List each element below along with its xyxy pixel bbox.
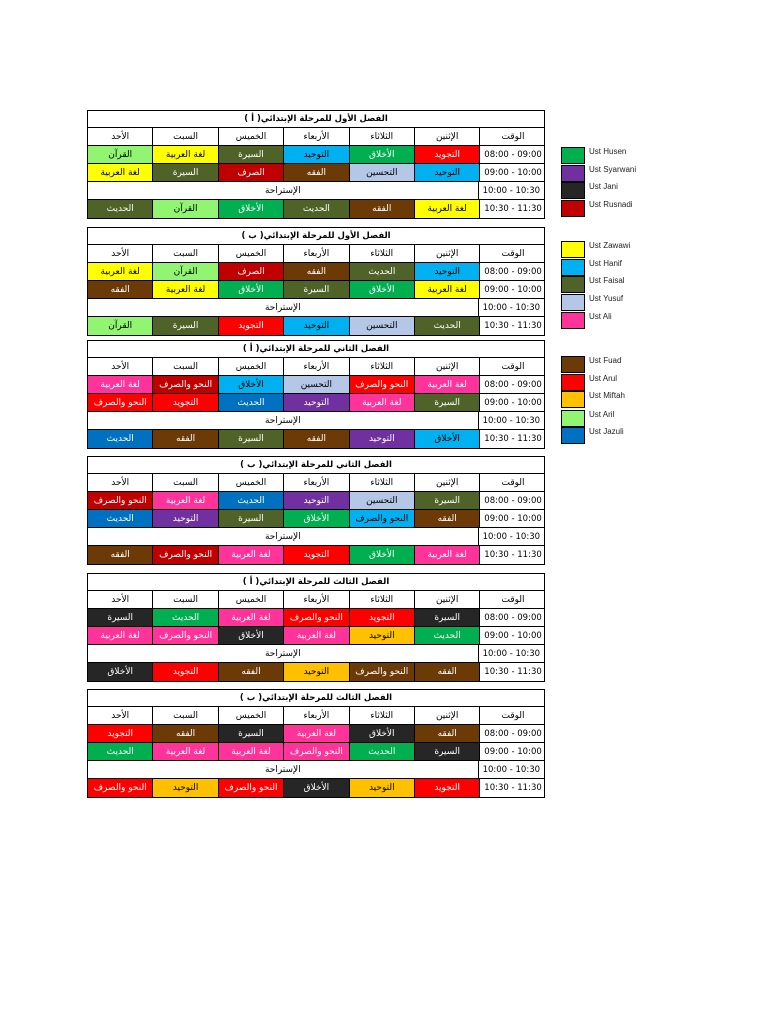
time-cell: 09:00 - 10:00 <box>484 746 542 757</box>
header-cell: الخميس <box>219 358 284 375</box>
lesson-cell: التوحيد <box>350 779 415 797</box>
lesson-cell: النحو والصرف <box>350 510 415 527</box>
lesson-cell: التحسين <box>284 376 349 393</box>
lesson-cell: السيرة <box>219 430 284 448</box>
lesson-cell: التحسين <box>350 164 415 181</box>
teacher-name: Ust Hanif <box>589 259 622 268</box>
break-row <box>88 528 544 546</box>
lesson-cell: الفقه <box>153 430 218 448</box>
lesson-cell: لغة العربية <box>88 627 153 644</box>
break-label: الإستراحة <box>88 182 479 199</box>
color-swatch <box>561 294 585 311</box>
header-cell: الثلاثاء <box>350 474 415 491</box>
time-cell: 10:00 - 10:30 <box>482 648 541 659</box>
table-row <box>88 200 544 218</box>
lesson-cell: التوحيد <box>284 146 349 163</box>
header-cell: الوقت <box>501 248 525 259</box>
lesson-cell: النحو والصرف <box>153 546 218 564</box>
lesson-cell: لغة العربية <box>88 376 153 393</box>
lesson-cell: السيرة <box>415 609 480 626</box>
lesson-cell: لغة العربية <box>350 394 415 411</box>
header-row <box>88 591 544 609</box>
header-cell: الوقت <box>501 361 525 372</box>
time-cell: 09:00 - 10:00 <box>484 630 542 641</box>
lesson-cell: التجويد <box>350 609 415 626</box>
legend-item <box>561 241 721 259</box>
time-cell: 08:00 - 09:00 <box>484 149 542 160</box>
lesson-cell: النحو والصرف <box>88 492 153 509</box>
lesson-cell: الحديث <box>284 200 349 218</box>
color-swatch <box>561 276 585 293</box>
table-title: الفصل الثالث للمرحلة الإبتدائي( ب ) <box>88 690 544 707</box>
legend-item <box>561 259 721 277</box>
lesson-cell: الفقه <box>153 725 218 742</box>
table-title: الفصل الثاني للمرحلة الإبتدائي( أ ) <box>88 341 544 358</box>
lesson-cell: النحو والصرف <box>153 376 218 393</box>
header-cell: الأربعاء <box>284 474 349 491</box>
lesson-cell: الأخلاق <box>350 725 415 742</box>
lesson-cell: لغة العربية <box>415 281 480 298</box>
lesson-cell: الأخلاق <box>219 627 284 644</box>
lesson-cell: الأخلاق <box>219 281 284 298</box>
header-cell: الخميس <box>219 707 284 724</box>
table-title: الفصل الأول للمرحلة الإبتدائي( أ ) <box>88 111 544 128</box>
lesson-cell: التوحيد <box>415 164 480 181</box>
lesson-cell: الأخلاق <box>415 430 480 448</box>
header-cell: الثلاثاء <box>350 128 415 145</box>
header-cell: الخميس <box>219 591 284 608</box>
color-swatch <box>561 312 585 329</box>
teacher-name: Ust Rusnadi <box>589 200 633 209</box>
lesson-cell: التوحيد <box>153 510 218 527</box>
time-cell: 09:00 - 10:00 <box>484 167 542 178</box>
table-row <box>88 263 544 281</box>
color-swatch <box>561 182 585 199</box>
teacher-name: Ust Yusuf <box>589 294 624 303</box>
table-row <box>88 609 544 627</box>
lesson-cell: الأخلاق <box>350 281 415 298</box>
lesson-cell: النحو والصرف <box>284 743 349 760</box>
lesson-cell: لغة العربية <box>284 725 349 742</box>
lesson-cell: الأخلاق <box>88 663 153 681</box>
lesson-cell: التوحيد <box>350 627 415 644</box>
header-cell: الأحد <box>88 707 153 724</box>
time-cell: 08:00 - 09:00 <box>484 266 542 277</box>
header-cell: الأحد <box>88 474 153 491</box>
lesson-cell: السيرة <box>219 146 284 163</box>
header-cell: الإثنين <box>415 591 480 608</box>
header-cell: الأربعاء <box>284 245 349 262</box>
lesson-cell: الفقه <box>284 430 349 448</box>
lesson-cell: الحديث <box>219 492 284 509</box>
lesson-cell: السيرة <box>415 492 480 509</box>
lesson-cell: الحديث <box>350 743 415 760</box>
teacher-name: Ust Faisal <box>589 276 625 285</box>
lesson-cell: التحسين <box>350 317 415 335</box>
time-cell: 10:30 - 11:30 <box>484 204 542 214</box>
lesson-cell: القرآن <box>153 200 218 218</box>
lesson-cell: التجويد <box>415 146 480 163</box>
break-label: الإستراحة <box>88 299 479 316</box>
lesson-cell: لغة العربية <box>415 376 480 393</box>
header-row <box>88 358 544 376</box>
lesson-cell: التجويد <box>284 546 349 564</box>
teacher-name: Ust Jazuli <box>589 427 624 436</box>
teacher-name: Ust Syarwani <box>589 165 637 174</box>
table-row <box>88 492 544 510</box>
header-cell: السبت <box>153 128 218 145</box>
color-swatch <box>561 410 585 427</box>
lesson-cell: التجويد <box>153 394 218 411</box>
header-cell: الخميس <box>219 474 284 491</box>
lesson-cell: لغة العربية <box>219 743 284 760</box>
header-cell: السبت <box>153 358 218 375</box>
lesson-cell: النحو والصرف <box>88 779 153 797</box>
time-cell: 10:30 - 11:30 <box>484 783 542 793</box>
lesson-cell: الأخلاق <box>284 510 349 527</box>
table-row <box>88 430 544 448</box>
time-cell: 10:00 - 10:30 <box>482 764 541 775</box>
header-cell: الأحد <box>88 591 153 608</box>
legend-item <box>561 147 721 165</box>
table-row <box>88 394 544 412</box>
legend-item <box>561 410 721 428</box>
break-row <box>88 299 544 317</box>
lesson-cell: الحديث <box>88 743 153 760</box>
header-cell: السبت <box>153 591 218 608</box>
header-cell: السبت <box>153 707 218 724</box>
lesson-cell: الحديث <box>153 609 218 626</box>
time-cell: 10:30 - 11:30 <box>484 321 542 331</box>
header-cell: الثلاثاء <box>350 245 415 262</box>
legend-item <box>561 312 721 330</box>
time-cell: 10:00 - 10:30 <box>482 185 541 196</box>
header-cell: الأحد <box>88 358 153 375</box>
header-cell: الأحد <box>88 245 153 262</box>
table-row <box>88 663 544 681</box>
teacher-name: Ust Husen <box>589 147 627 156</box>
time-cell: 10:00 - 10:30 <box>482 531 541 542</box>
lesson-cell: الفقه <box>284 263 349 280</box>
break-label: الإستراحة <box>88 761 479 778</box>
header-row <box>88 707 544 725</box>
header-cell: الثلاثاء <box>350 358 415 375</box>
table-row <box>88 317 544 335</box>
lesson-cell: لغة العربية <box>415 546 480 564</box>
lesson-cell: التوحيد <box>284 663 349 681</box>
time-cell: 08:00 - 09:00 <box>484 612 542 623</box>
table-title: الفصل الأول للمرحلة الإبتدائي( ب ) <box>88 228 544 245</box>
table-row <box>88 164 544 182</box>
legend-item <box>561 276 721 294</box>
time-cell: 08:00 - 09:00 <box>484 379 542 390</box>
time-cell: 08:00 - 09:00 <box>484 728 542 739</box>
teacher-name: Ust Zawawi <box>589 241 631 250</box>
time-cell: 09:00 - 10:00 <box>484 513 542 524</box>
lesson-cell: الأخلاق <box>350 546 415 564</box>
header-cell: الأربعاء <box>284 358 349 375</box>
header-cell: الأربعاء <box>284 128 349 145</box>
lesson-cell: السيرة <box>153 164 218 181</box>
time-cell: 10:30 - 11:30 <box>484 434 542 444</box>
lesson-cell: النحو والصرف <box>153 627 218 644</box>
legend-item <box>561 356 721 374</box>
table-title: الفصل الثاني للمرحلة الإبتدائي( ب ) <box>88 457 544 474</box>
legend-item <box>561 165 721 183</box>
lesson-cell: القرآن <box>153 263 218 280</box>
class-schedule-table <box>87 689 545 798</box>
lesson-cell: السيرة <box>415 394 480 411</box>
lesson-cell: السيرة <box>284 281 349 298</box>
lesson-cell: القرآن <box>88 317 153 335</box>
header-cell: الخميس <box>219 128 284 145</box>
legend-item <box>561 427 721 445</box>
lesson-cell: الصرف <box>219 263 284 280</box>
teacher-name: Ust Fuad <box>589 356 622 365</box>
table-row <box>88 627 544 645</box>
teacher-name: Ust Aril <box>589 410 615 419</box>
table-row <box>88 281 544 299</box>
table-row <box>88 376 544 394</box>
class-schedule-table <box>87 456 545 565</box>
lesson-cell: الأخلاق <box>350 146 415 163</box>
time-cell: 08:00 - 09:00 <box>484 495 542 506</box>
lesson-cell: الفقه <box>415 725 480 742</box>
legend-item <box>561 294 721 312</box>
time-cell: 09:00 - 10:00 <box>484 284 542 295</box>
lesson-cell: التوحيد <box>284 317 349 335</box>
teacher-name: Ust Arul <box>589 374 618 383</box>
lesson-cell: النحو والصرف <box>350 663 415 681</box>
header-cell: السبت <box>153 245 218 262</box>
lesson-cell: الأخلاق <box>219 200 284 218</box>
time-cell: 10:30 - 11:30 <box>484 667 542 677</box>
break-row <box>88 761 544 779</box>
break-label: الإستراحة <box>88 412 479 429</box>
lesson-cell: لغة العربية <box>153 146 218 163</box>
lesson-cell: النحو والصرف <box>350 376 415 393</box>
color-swatch <box>561 147 585 164</box>
color-swatch <box>561 356 585 373</box>
color-swatch <box>561 427 585 444</box>
table-row <box>88 510 544 528</box>
color-swatch <box>561 241 585 258</box>
lesson-cell: لغة العربية <box>153 281 218 298</box>
lesson-cell: الفقه <box>88 281 153 298</box>
lesson-cell: لغة العربية <box>88 263 153 280</box>
legend-item <box>561 200 721 218</box>
lesson-cell: الحديث <box>219 394 284 411</box>
header-row <box>88 474 544 492</box>
header-cell: الثلاثاء <box>350 707 415 724</box>
lesson-cell: القرآن <box>88 146 153 163</box>
lesson-cell: لغة العربية <box>284 627 349 644</box>
break-row <box>88 412 544 430</box>
header-cell: الأحد <box>88 128 153 145</box>
lesson-cell: الفقه <box>415 663 480 681</box>
teacher-name: Ust Ali <box>589 312 612 321</box>
class-schedule-table <box>87 227 545 336</box>
table-row <box>88 546 544 564</box>
lesson-cell: لغة العربية <box>415 200 480 218</box>
class-schedule-table <box>87 573 545 682</box>
legend-item <box>561 182 721 200</box>
header-cell: الوقت <box>501 710 525 721</box>
break-label: الإستراحة <box>88 645 479 662</box>
lesson-cell: الحديث <box>415 317 480 335</box>
lesson-cell: لغة العربية <box>219 546 284 564</box>
lesson-cell: الفقه <box>415 510 480 527</box>
lesson-cell: التوحيد <box>350 430 415 448</box>
table-title: الفصل الثالث للمرحلة الإبتدائي( أ ) <box>88 574 544 591</box>
color-swatch <box>561 374 585 391</box>
break-label: الإستراحة <box>88 528 479 545</box>
header-cell: الأربعاء <box>284 707 349 724</box>
table-row <box>88 146 544 164</box>
lesson-cell: الحديث <box>88 430 153 448</box>
lesson-cell: الصرف <box>219 164 284 181</box>
time-cell: 10:30 - 11:30 <box>484 550 542 560</box>
lesson-cell: الفقه <box>88 546 153 564</box>
lesson-cell: الأخلاق <box>219 376 284 393</box>
lesson-cell: النحو والصرف <box>88 394 153 411</box>
header-cell: الخميس <box>219 245 284 262</box>
legend-item <box>561 374 721 392</box>
lesson-cell: التحسين <box>350 492 415 509</box>
teacher-name: Ust Jani <box>589 182 618 191</box>
class-schedule-table <box>87 110 545 219</box>
header-cell: الثلاثاء <box>350 591 415 608</box>
color-swatch <box>561 165 585 182</box>
header-cell: الوقت <box>501 131 525 142</box>
lesson-cell: الأخلاق <box>284 779 349 797</box>
lesson-cell: الفقه <box>350 200 415 218</box>
table-row <box>88 743 544 761</box>
lesson-cell: لغة العربية <box>153 743 218 760</box>
lesson-cell: لغة العربية <box>153 492 218 509</box>
lesson-cell: التوحيد <box>415 263 480 280</box>
header-cell: الأربعاء <box>284 591 349 608</box>
lesson-cell: التوحيد <box>284 492 349 509</box>
lesson-cell: التجويد <box>153 663 218 681</box>
break-row <box>88 182 544 200</box>
legend-item <box>561 391 721 409</box>
lesson-cell: السيرة <box>219 510 284 527</box>
lesson-cell: النحو والصرف <box>219 779 284 797</box>
break-row <box>88 645 544 663</box>
header-cell: الإثنين <box>415 245 480 262</box>
table-row <box>88 725 544 743</box>
lesson-cell: التجويد <box>415 779 480 797</box>
teacher-name: Ust Miftah <box>589 391 626 400</box>
lesson-cell: الفقه <box>219 663 284 681</box>
lesson-cell: الحديث <box>88 510 153 527</box>
lesson-cell: التوحيد <box>284 394 349 411</box>
header-cell: الوقت <box>501 594 525 605</box>
lesson-cell: التجويد <box>219 317 284 335</box>
lesson-cell: الحديث <box>415 627 480 644</box>
lesson-cell: لغة العربية <box>219 609 284 626</box>
lesson-cell: الحديث <box>350 263 415 280</box>
color-swatch <box>561 259 585 276</box>
header-cell: الوقت <box>501 477 525 488</box>
lesson-cell: التوحيد <box>153 779 218 797</box>
time-cell: 10:00 - 10:30 <box>482 415 541 426</box>
lesson-cell: النحو والصرف <box>284 609 349 626</box>
lesson-cell: السيرة <box>88 609 153 626</box>
header-row <box>88 128 544 146</box>
class-schedule-table <box>87 340 545 449</box>
header-cell: السبت <box>153 474 218 491</box>
table-row <box>88 779 544 797</box>
lesson-cell: السيرة <box>415 743 480 760</box>
header-row <box>88 245 544 263</box>
color-swatch <box>561 200 585 217</box>
lesson-cell: التجويد <box>88 725 153 742</box>
header-cell: الإثنين <box>415 358 480 375</box>
lesson-cell: الحديث <box>88 200 153 218</box>
lesson-cell: السيرة <box>219 725 284 742</box>
header-cell: الإثنين <box>415 474 480 491</box>
header-cell: الإثنين <box>415 707 480 724</box>
time-cell: 10:00 - 10:30 <box>482 302 541 313</box>
lesson-cell: الفقه <box>284 164 349 181</box>
header-cell: الإثنين <box>415 128 480 145</box>
lesson-cell: السيرة <box>153 317 218 335</box>
lesson-cell: لغة العربية <box>88 164 153 181</box>
time-cell: 09:00 - 10:00 <box>484 397 542 408</box>
color-swatch <box>561 391 585 408</box>
